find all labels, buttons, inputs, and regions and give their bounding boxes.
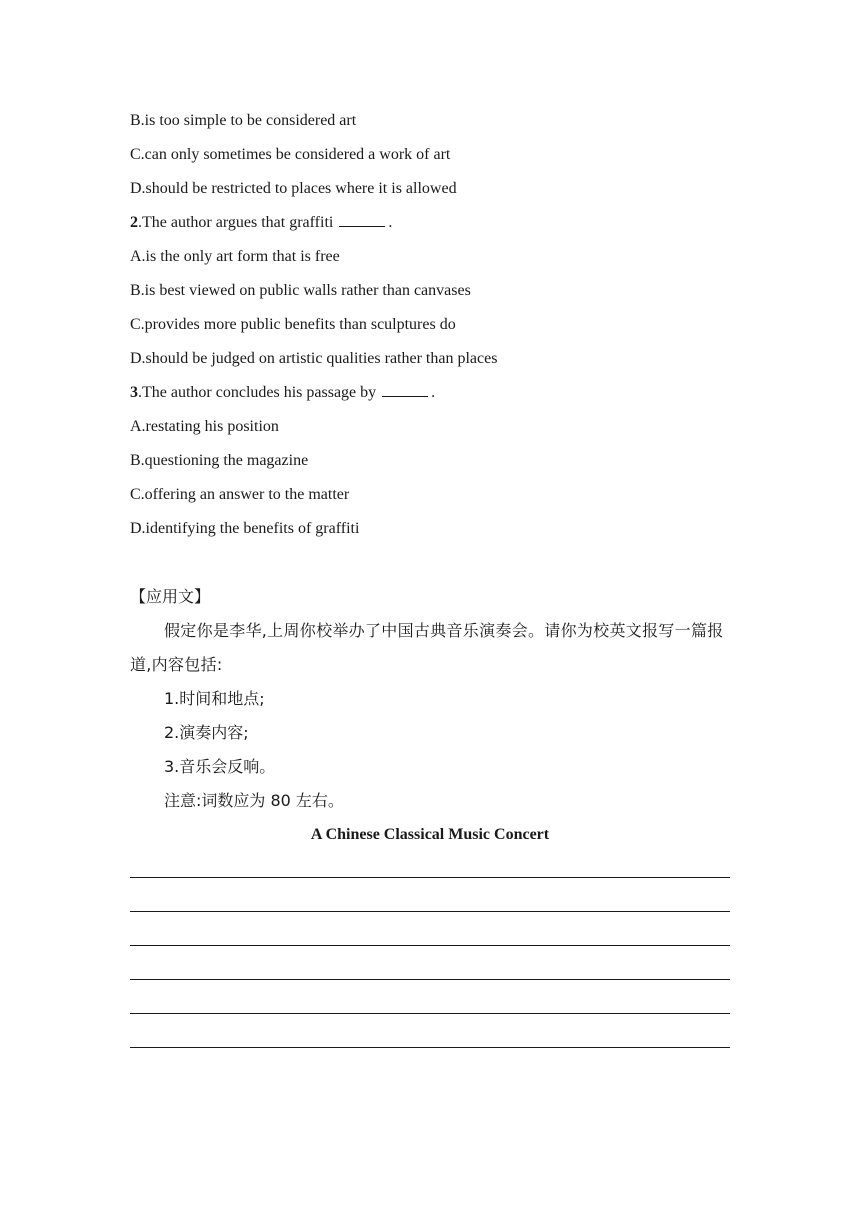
- q2-stem-text: .The author argues that graffiti: [138, 214, 334, 231]
- writing-point-2: 2.演奏内容;: [164, 723, 249, 742]
- writing-section-label: 【应用文】: [130, 587, 211, 606]
- q3-stem: [130, 376, 730, 410]
- writing-prompt: 假定你是李华,上周你校举办了中国古典音乐演奏会。请你为校英文报写一篇报道,内容包括:: [130, 621, 724, 674]
- writing-note: 注意:词数应为 80 左右。: [164, 791, 344, 810]
- answer-line[interactable]: [130, 1014, 730, 1048]
- answer-line[interactable]: [130, 878, 730, 912]
- q2-option-a: A.is the only art form that is free: [130, 248, 340, 265]
- q1-option-b: B.is too simple to be considered art: [130, 112, 357, 129]
- answer-line[interactable]: [130, 912, 730, 946]
- q3-number: 3: [130, 384, 138, 401]
- q2-stem-end: .: [388, 214, 393, 231]
- q3-option-d: D.identifying the benefits of graffiti: [130, 520, 360, 537]
- writing-point-1: 1.时间和地点;: [164, 689, 265, 708]
- answer-lines[interactable]: [130, 860, 730, 1048]
- writing-point-3: 3.音乐会反响。: [164, 757, 276, 776]
- section-gap: [130, 546, 730, 580]
- q3-option-c: C.offering an answer to the matter: [130, 486, 350, 503]
- q1-option-c: C.can only sometimes be considered a work of art: [130, 146, 451, 163]
- q2-stem: [130, 206, 730, 240]
- answer-line[interactable]: [130, 980, 730, 1014]
- answer-line[interactable]: [130, 946, 730, 980]
- q2-answer-blank: [339, 212, 385, 227]
- q3-stem-text: .The author concludes his passage by: [138, 384, 377, 401]
- q1-option-d: D.should be restricted to places where it is allowed: [130, 180, 457, 197]
- q3-option-b: B.questioning the magazine: [130, 452, 309, 469]
- q3-answer-blank: [382, 382, 428, 397]
- q2-option-d: D.should be judged on artistic qualities rather than places: [130, 350, 498, 367]
- q2-number: 2: [130, 214, 138, 231]
- q3-stem-end: .: [431, 384, 436, 401]
- q3-option-a: A.restating his position: [130, 418, 279, 435]
- essay-title: A Chinese Classical Music Concert: [310, 826, 550, 843]
- answer-line[interactable]: [130, 860, 730, 878]
- document-page: [130, 104, 730, 1048]
- q2-option-b: B.is best viewed on public walls rather than canvases: [130, 282, 471, 299]
- q2-option-c: C.provides more public benefits than sculptures do: [130, 316, 456, 333]
